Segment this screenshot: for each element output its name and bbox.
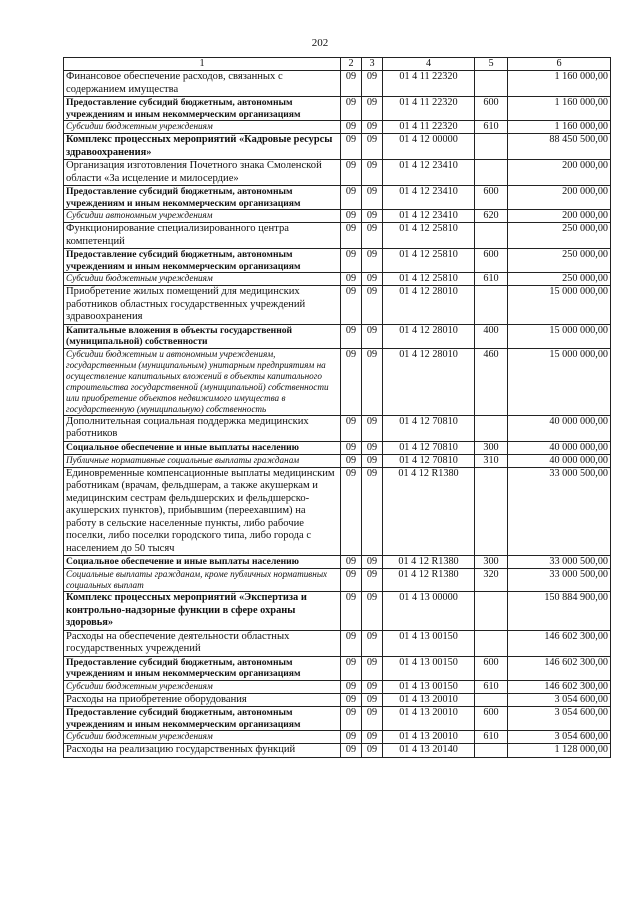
row-name-cell: Дополнительная социальная поддержка медицинских работников (64, 415, 341, 441)
row-section-cell: 09 (341, 186, 362, 210)
row-subsection-cell: 09 (362, 223, 383, 249)
row-amount-cell: 33 000 500,00 (508, 467, 611, 556)
row-subsection-cell: 09 (362, 592, 383, 631)
row-name-cell: Расходы на реализацию государственных функций (64, 744, 341, 758)
row-name-cell: Субсидии бюджетным учреждениям (64, 680, 341, 693)
row-expense-type-cell: 310 (475, 454, 508, 467)
table-row (64, 680, 611, 693)
row-subsection-cell: 09 (362, 680, 383, 693)
row-subsection-cell: 09 (362, 656, 383, 680)
row-target-code-cell: 01 4 12 28010 (383, 348, 475, 415)
table-row (64, 693, 611, 707)
row-target-code-cell: 01 4 13 20140 (383, 744, 475, 758)
row-section-cell: 09 (341, 731, 362, 744)
row-name-cell: Социальные выплаты гражданам, кроме публичных нормативных социальных выплат (64, 569, 341, 592)
row-name-cell: Предоставление субсидий бюджетным, автономным учреждениям и иным некоммерческим организациям (64, 656, 341, 680)
row-expense-type-cell: 600 (475, 656, 508, 680)
row-amount-cell: 88 450 500,00 (508, 134, 611, 160)
table-row (64, 121, 611, 134)
row-name-cell: Капитальные вложения в объекты государственной (муниципальной) собственности (64, 324, 341, 348)
table-row (64, 656, 611, 680)
table-row (64, 223, 611, 249)
row-amount-cell: 200 000,00 (508, 160, 611, 186)
row-subsection-cell: 09 (362, 707, 383, 731)
row-name-cell: Субсидии автономным учреждениям (64, 210, 341, 223)
table-row (64, 467, 611, 556)
header-col-3: 3 (362, 58, 383, 71)
row-subsection-cell: 09 (362, 454, 383, 467)
table-row (64, 731, 611, 744)
row-section-cell: 09 (341, 656, 362, 680)
row-section-cell: 09 (341, 97, 362, 121)
row-target-code-cell: 01 4 12 25810 (383, 273, 475, 286)
row-section-cell: 09 (341, 592, 362, 631)
row-target-code-cell: 01 4 13 20010 (383, 693, 475, 707)
row-subsection-cell: 09 (362, 556, 383, 569)
row-expense-type-cell: 600 (475, 249, 508, 273)
row-expense-type-cell: 600 (475, 97, 508, 121)
row-section-cell: 09 (341, 707, 362, 731)
row-expense-type-cell (475, 592, 508, 631)
table-row (64, 97, 611, 121)
row-name-cell: Комплекс процессных мероприятий «Экспертиза и контрольно-надзорные функции в сфере охраны здоровья» (64, 592, 341, 631)
row-name-cell: Функционирование специализированного центра компетенций (64, 223, 341, 249)
row-amount-cell: 3 054 600,00 (508, 731, 611, 744)
row-target-code-cell: 01 4 12 70810 (383, 441, 475, 454)
row-section-cell: 09 (341, 121, 362, 134)
row-expense-type-cell: 610 (475, 680, 508, 693)
row-subsection-cell: 09 (362, 693, 383, 707)
row-name-cell: Публичные нормативные социальные выплаты гражданам (64, 454, 341, 467)
row-section-cell: 09 (341, 210, 362, 223)
row-subsection-cell: 09 (362, 441, 383, 454)
table-row (64, 348, 611, 415)
table-row (64, 324, 611, 348)
row-target-code-cell: 01 4 12 70810 (383, 454, 475, 467)
row-name-cell: Субсидии бюджетным учреждениям (64, 121, 341, 134)
budget-table (63, 57, 611, 758)
row-expense-type-cell (475, 223, 508, 249)
table-row (64, 134, 611, 160)
row-amount-cell: 40 000 000,00 (508, 441, 611, 454)
row-amount-cell: 1 160 000,00 (508, 121, 611, 134)
row-expense-type-cell: 300 (475, 441, 508, 454)
row-expense-type-cell: 600 (475, 707, 508, 731)
table-row (64, 556, 611, 569)
row-subsection-cell: 09 (362, 348, 383, 415)
row-target-code-cell: 01 4 13 00150 (383, 680, 475, 693)
row-subsection-cell: 09 (362, 134, 383, 160)
row-amount-cell: 1 160 000,00 (508, 71, 611, 97)
row-name-cell: Социальное обеспечение и иные выплаты населению (64, 556, 341, 569)
row-target-code-cell: 01 4 12 00000 (383, 134, 475, 160)
row-amount-cell: 200 000,00 (508, 186, 611, 210)
row-expense-type-cell: 460 (475, 348, 508, 415)
row-target-code-cell: 01 4 12 R1380 (383, 569, 475, 592)
row-expense-type-cell: 300 (475, 556, 508, 569)
row-subsection-cell: 09 (362, 160, 383, 186)
table-row (64, 249, 611, 273)
row-name-cell: Комплекс процессных мероприятий «Кадровые ресурсы здравоохранения» (64, 134, 341, 160)
header-col-1: 1 (64, 58, 341, 71)
row-expense-type-cell (475, 160, 508, 186)
row-name-cell: Единовременные компенсационные выплаты медицинским работникам (врачам, фельдшерам, а также акушеркам и медицинским сестрам фельдшерских и фельдшерско-акушерских пунктов), прибывшим (переехавшим) на работу в сельские населенные пункты, либо рабочие поселки, либо поселки городского типа, либо города с населением до 50 тысяч (64, 467, 341, 556)
row-subsection-cell: 09 (362, 744, 383, 758)
row-section-cell: 09 (341, 441, 362, 454)
row-expense-type-cell: 320 (475, 569, 508, 592)
table-row (64, 415, 611, 441)
row-expense-type-cell: 400 (475, 324, 508, 348)
row-target-code-cell: 01 4 12 R1380 (383, 467, 475, 556)
row-target-code-cell: 01 4 12 23410 (383, 186, 475, 210)
row-name-cell: Предоставление субсидий бюджетным, автономным учреждениям и иным некоммерческим организациям (64, 249, 341, 273)
row-target-code-cell: 01 4 12 70810 (383, 415, 475, 441)
row-target-code-cell: 01 4 12 25810 (383, 249, 475, 273)
row-name-cell: Предоставление субсидий бюджетным, автономным учреждениям и иным некоммерческим организациям (64, 186, 341, 210)
row-subsection-cell: 09 (362, 273, 383, 286)
row-expense-type-cell: 610 (475, 273, 508, 286)
row-target-code-cell: 01 4 13 20010 (383, 707, 475, 731)
row-expense-type-cell (475, 630, 508, 656)
row-section-cell: 09 (341, 467, 362, 556)
row-section-cell: 09 (341, 134, 362, 160)
row-name-cell: Финансовое обеспечение расходов, связанных с содержанием имущества (64, 71, 341, 97)
row-name-cell: Приобретение жилых помещений для медицинских работников областных государственных учреждений здравоохранения (64, 286, 341, 325)
row-name-cell: Расходы на обеспечение деятельности областных государственных учреждений (64, 630, 341, 656)
row-expense-type-cell: 610 (475, 731, 508, 744)
table-row (64, 71, 611, 97)
row-amount-cell: 1 160 000,00 (508, 97, 611, 121)
row-amount-cell: 40 000 000,00 (508, 454, 611, 467)
table-row (64, 210, 611, 223)
row-section-cell: 09 (341, 680, 362, 693)
table-body (64, 71, 611, 758)
row-target-code-cell: 01 4 12 R1380 (383, 556, 475, 569)
row-name-cell: Субсидии бюджетным учреждениям (64, 731, 341, 744)
row-section-cell: 09 (341, 71, 362, 97)
row-target-code-cell: 01 4 13 00000 (383, 592, 475, 631)
row-expense-type-cell (475, 71, 508, 97)
row-section-cell: 09 (341, 693, 362, 707)
header-col-5: 5 (475, 58, 508, 71)
row-target-code-cell: 01 4 12 28010 (383, 286, 475, 325)
table-row (64, 744, 611, 758)
table-row (64, 186, 611, 210)
row-section-cell: 09 (341, 273, 362, 286)
row-section-cell: 09 (341, 569, 362, 592)
row-subsection-cell: 09 (362, 569, 383, 592)
row-subsection-cell: 09 (362, 415, 383, 441)
row-section-cell: 09 (341, 324, 362, 348)
row-amount-cell: 250 000,00 (508, 249, 611, 273)
row-amount-cell: 15 000 000,00 (508, 286, 611, 325)
row-expense-type-cell: 600 (475, 186, 508, 210)
row-amount-cell: 3 054 600,00 (508, 693, 611, 707)
row-subsection-cell: 09 (362, 286, 383, 325)
row-name-cell: Социальное обеспечение и иные выплаты населению (64, 441, 341, 454)
row-subsection-cell: 09 (362, 71, 383, 97)
row-name-cell: Организация изготовления Почетного знака Смоленской области «За исцеление и милосердие» (64, 160, 341, 186)
row-subsection-cell: 09 (362, 210, 383, 223)
row-subsection-cell: 09 (362, 186, 383, 210)
row-target-code-cell: 01 4 13 20010 (383, 731, 475, 744)
table-row (64, 441, 611, 454)
row-target-code-cell: 01 4 11 22320 (383, 97, 475, 121)
header-col-2: 2 (341, 58, 362, 71)
row-section-cell: 09 (341, 454, 362, 467)
row-section-cell: 09 (341, 160, 362, 186)
row-expense-type-cell (475, 693, 508, 707)
row-amount-cell: 3 054 600,00 (508, 707, 611, 731)
row-amount-cell: 146 602 300,00 (508, 656, 611, 680)
row-subsection-cell: 09 (362, 630, 383, 656)
row-section-cell: 09 (341, 286, 362, 325)
row-subsection-cell: 09 (362, 121, 383, 134)
row-amount-cell: 33 000 500,00 (508, 569, 611, 592)
row-amount-cell: 250 000,00 (508, 223, 611, 249)
row-name-cell: Предоставление субсидий бюджетным, автономным учреждениям и иным некоммерческим организациям (64, 707, 341, 731)
table-row (64, 592, 611, 631)
table-row (64, 286, 611, 325)
row-expense-type-cell: 610 (475, 121, 508, 134)
row-name-cell: Расходы на приобретение оборудования (64, 693, 341, 707)
row-amount-cell: 15 000 000,00 (508, 348, 611, 415)
row-target-code-cell: 01 4 12 28010 (383, 324, 475, 348)
row-target-code-cell: 01 4 11 22320 (383, 121, 475, 134)
row-section-cell: 09 (341, 744, 362, 758)
row-amount-cell: 33 000 500,00 (508, 556, 611, 569)
table-row (64, 454, 611, 467)
row-expense-type-cell: 620 (475, 210, 508, 223)
row-amount-cell: 146 602 300,00 (508, 630, 611, 656)
row-expense-type-cell (475, 286, 508, 325)
row-amount-cell: 150 884 900,00 (508, 592, 611, 631)
row-section-cell: 09 (341, 249, 362, 273)
table-row (64, 630, 611, 656)
row-target-code-cell: 01 4 13 00150 (383, 656, 475, 680)
row-expense-type-cell (475, 134, 508, 160)
row-target-code-cell: 01 4 12 25810 (383, 223, 475, 249)
row-target-code-cell: 01 4 13 00150 (383, 630, 475, 656)
row-expense-type-cell (475, 744, 508, 758)
header-col-6: 6 (508, 58, 611, 71)
row-amount-cell: 250 000,00 (508, 273, 611, 286)
row-name-cell: Предоставление субсидий бюджетным, автономным учреждениям и иным некоммерческим организациям (64, 97, 341, 121)
row-section-cell: 09 (341, 556, 362, 569)
table-row (64, 273, 611, 286)
page-number: 202 (311, 37, 329, 49)
table-row (64, 569, 611, 592)
table-row (64, 160, 611, 186)
row-section-cell: 09 (341, 223, 362, 249)
row-section-cell: 09 (341, 415, 362, 441)
row-amount-cell: 40 000 000,00 (508, 415, 611, 441)
row-subsection-cell: 09 (362, 97, 383, 121)
row-expense-type-cell (475, 467, 508, 556)
row-amount-cell: 146 602 300,00 (508, 680, 611, 693)
row-subsection-cell: 09 (362, 324, 383, 348)
row-name-cell: Субсидии бюджетным и автономным учреждениям, государственным (муниципальным) унитарным предприятиям на осуществление капитальных вложений в объекты капитального строительства государственной (муниципальной) собственности или приобретение объектов недвижимого имущества в государственную (муниципальную) собственность (64, 348, 341, 415)
row-subsection-cell: 09 (362, 731, 383, 744)
row-amount-cell: 200 000,00 (508, 210, 611, 223)
row-amount-cell: 15 000 000,00 (508, 324, 611, 348)
row-expense-type-cell (475, 415, 508, 441)
header-col-4: 4 (383, 58, 475, 71)
table-row (64, 707, 611, 731)
row-amount-cell: 1 128 000,00 (508, 744, 611, 758)
row-target-code-cell: 01 4 12 23410 (383, 210, 475, 223)
table-header-row (64, 58, 611, 71)
row-section-cell: 09 (341, 348, 362, 415)
row-subsection-cell: 09 (362, 467, 383, 556)
row-target-code-cell: 01 4 12 23410 (383, 160, 475, 186)
row-section-cell: 09 (341, 630, 362, 656)
row-target-code-cell: 01 4 11 22320 (383, 71, 475, 97)
row-subsection-cell: 09 (362, 249, 383, 273)
row-name-cell: Субсидии бюджетным учреждениям (64, 273, 341, 286)
